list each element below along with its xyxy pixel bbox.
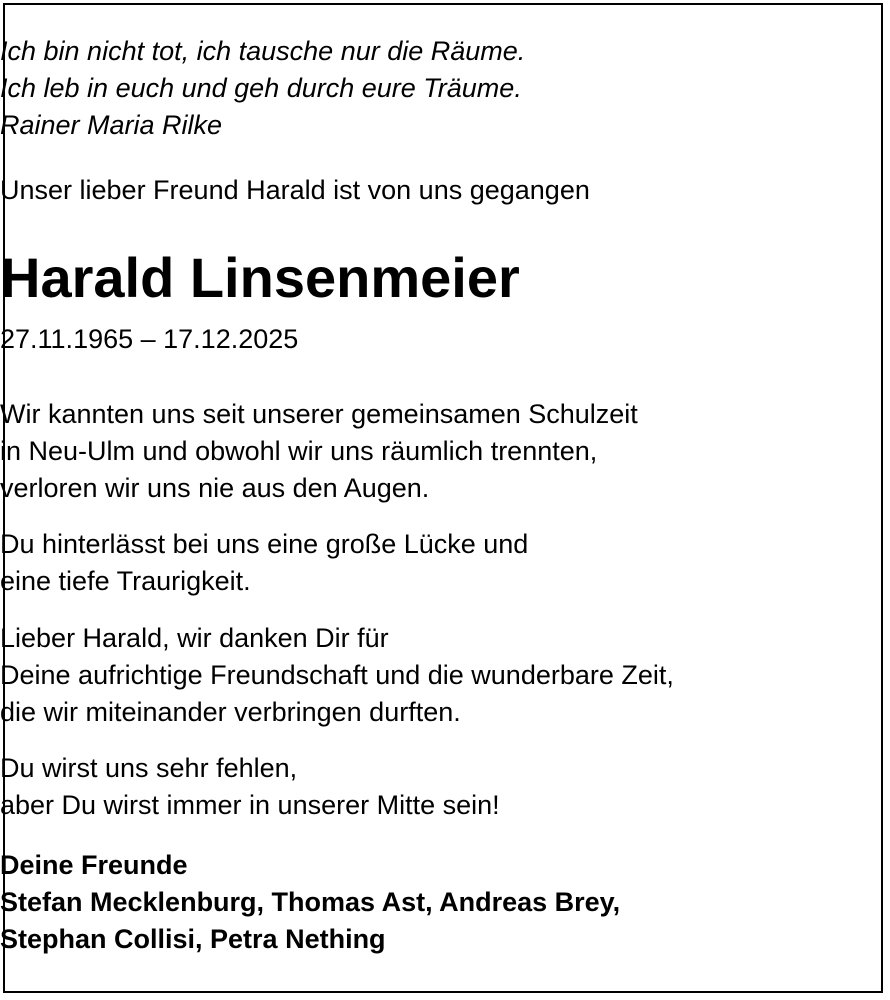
- paragraph-loss: [0, 526, 890, 600]
- signature-block: [0, 847, 890, 958]
- paragraph-line: Deine aufrichtige Freundschaft und die wunderbare Zeit,: [0, 660, 674, 690]
- intro-text: Unser lieber Freund Harald ist von uns gegangen: [0, 175, 590, 205]
- paragraph-line: verloren wir uns nie aus den Augen.: [0, 473, 430, 503]
- quote-line: Ich leb in euch und geh durch eure Träume.: [0, 73, 522, 103]
- signature-heading: Deine Freunde: [0, 850, 188, 880]
- deceased-name: Harald Linsenmeier: [0, 246, 520, 309]
- paragraph-line: in Neu-Ulm und obwohl wir uns räumlich trennten,: [0, 436, 598, 466]
- signature-names: Stephan Collisi, Petra Nething: [0, 924, 386, 954]
- paragraph-line: Du hinterlässt bei uns eine große Lücke und: [0, 529, 529, 559]
- quote-author: Rainer Maria Rilke: [0, 110, 223, 140]
- paragraph-line: Du wirst uns sehr fehlen,: [0, 753, 298, 783]
- paragraph-line: eine tiefe Traurigkeit.: [0, 566, 251, 596]
- rilke-quote: [0, 33, 890, 144]
- paragraph-line: Wir kannten uns seit unserer gemeinsamen Schulzeit: [0, 399, 638, 429]
- paragraph-line: aber Du wirst immer in unserer Mitte sein!: [0, 790, 500, 820]
- paragraph-farewell: [0, 750, 890, 824]
- signature-names: Stefan Mecklenburg, Thomas Ast, Andreas Brey,: [0, 887, 621, 917]
- life-dates: 27.11.1965 – 17.12.2025: [0, 324, 299, 354]
- paragraph-line: Lieber Harald, wir danken Dir für: [0, 623, 389, 653]
- paragraph-line: die wir miteinander verbringen durften.: [0, 697, 461, 727]
- paragraph-school: [0, 396, 890, 507]
- paragraph-thanks: [0, 620, 890, 731]
- quote-line: Ich bin nicht tot, ich tausche nur die Räume.: [0, 36, 526, 66]
